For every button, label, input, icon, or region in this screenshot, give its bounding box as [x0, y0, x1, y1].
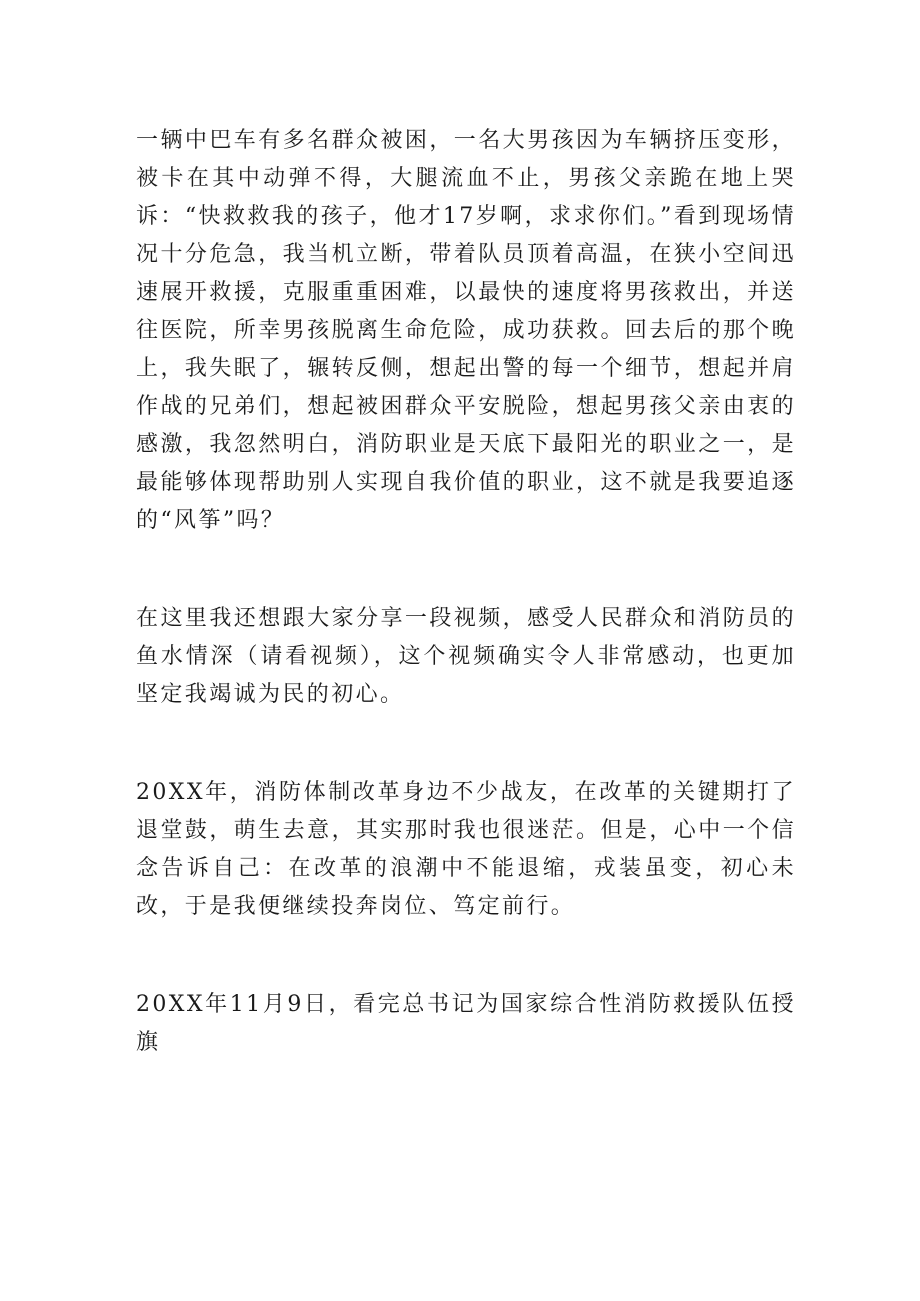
paragraph-video-share: 在这里我还想跟大家分享一段视频，感受人民群众和消防员的鱼水情深（请看视频），这个视频确实令人非常感动，也更加坚定我竭诚为民的初心。 — [136, 606, 796, 707]
paragraph-rescue-story: 一辆中巴车有多名群众被困，一名大男孩因为车辆挤压变形，被卡在其中动弹不得，大腿流血不止，男孩父亲跪在地上哭诉：“快救救我的孩子，他才17岁啊，求求你们。”看到现场情况十分危急，我当机立断，带着队员顶着高温，在狭小空间迅速展开救援，克服重重困难，以最快的速度将男孩救出，并送往医院，所幸男孩脱离生命危险，成功获救。回去后的那个晚上，我失眠了，辗转反侧，想起出警的每一个细节，想起并肩作战的兄弟们，想起被困群众平安脱险，想起男孩父亲由衷的感激，我忽然明白，消防职业是天底下最阳光的职业之一，是最能够体现帮助别人实现自我价值的职业，这不就是我要追逐的“风筝”吗？ — [136, 128, 796, 533]
paragraph-spacer — [136, 926, 796, 986]
paragraph-spacer — [136, 540, 796, 600]
paragraph-spacer — [136, 714, 796, 774]
document-body — [136, 122, 796, 1062]
paragraph-reform: 20XX年，消防体制改革身边不少战友，在改革的关键期打了退堂鼓，萌生去意，其实那时我也很迷茫。但是，心中一个信念告诉自己：在改革的浪潮中不能退缩，戎装虽变，初心未改，于是我便继续投奔岗位、笃定前行。 — [136, 780, 796, 919]
paragraph-flag-ceremony: 20XX年11月9日，看完总书记为国家综合性消防救援队伍授旗 — [136, 992, 796, 1055]
